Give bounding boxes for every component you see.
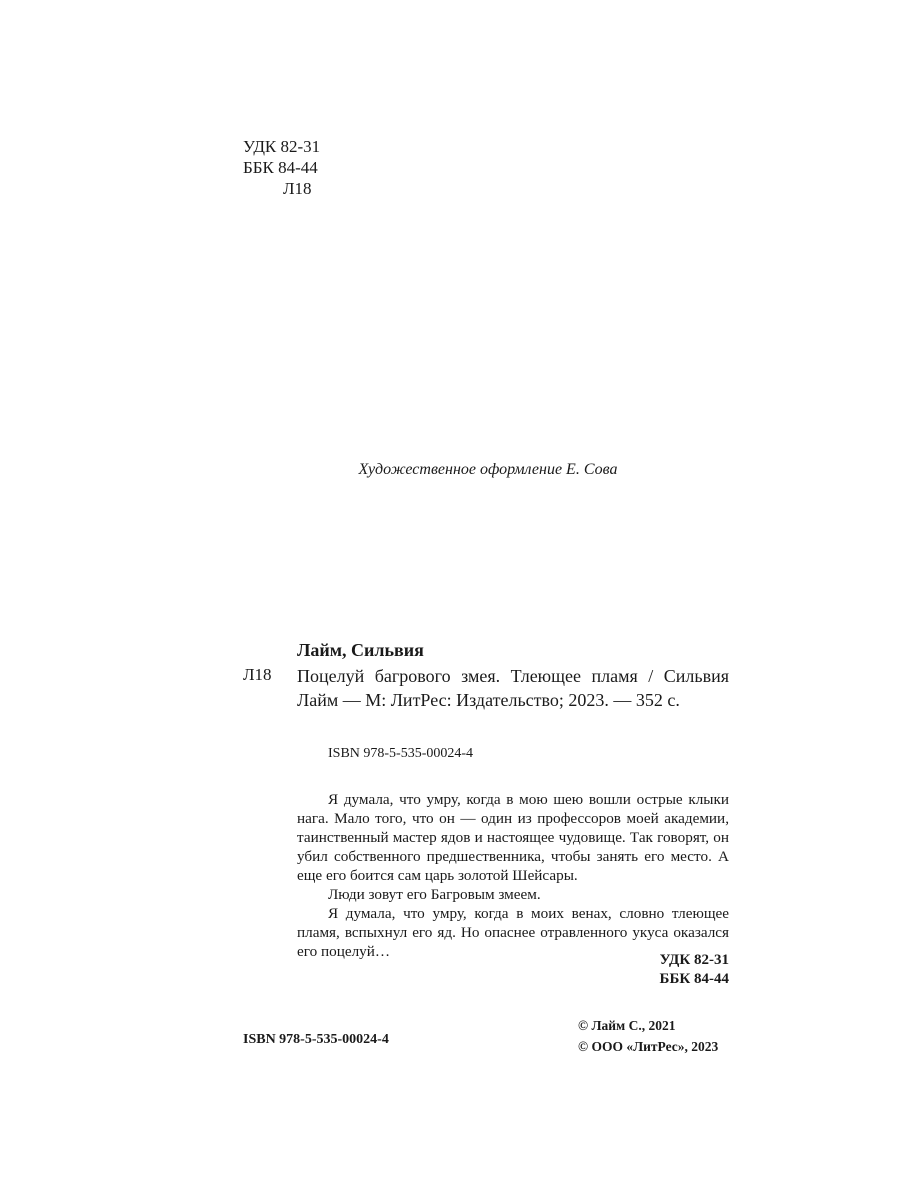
bbk-code: ББК 84-44 xyxy=(243,158,318,177)
copyright-author: © Лайм С., 2021 xyxy=(578,1018,676,1033)
record-isbn: ISBN 978-5-535-00024-4 xyxy=(328,746,474,761)
author-mark: Л18 xyxy=(283,179,312,198)
classification-codes-right xyxy=(560,951,729,989)
annotation xyxy=(297,790,729,961)
annotation-paragraph: Я думала, что умру, когда в моих венах, словно тлеющее пламя, вспыхнул его яд. Но опаснее отравленного укуса оказался его поцелуй… xyxy=(297,905,729,960)
udk-code: УДК 82-31 xyxy=(659,952,729,968)
design-credit: Художественное оформление Е. Сова xyxy=(358,461,618,478)
bibliographic-description: Поцелуй багрового змея. Тлеющее пламя / Сильвия Лайм — М: ЛитРес: Издательство; 2023. — 352 с. xyxy=(297,666,729,710)
record-author-mark: Л18 xyxy=(243,665,272,684)
annotation-paragraph: Люди зовут его Багровым змеем. xyxy=(328,886,541,903)
copyright-publisher: © ООО «ЛитРес», 2023 xyxy=(578,1039,719,1054)
annotation-paragraph: Я думала, что умру, когда в мою шею вошли острые клыки нага. Мало того, что он — один из профессоров моей академии, таинственный мастер ядов и настоящее чудовище. Так говорят, он убил собственного предшественника, чтобы занять его место. А еще его боится сам царь золотой Шейсары. xyxy=(297,791,729,884)
udk-code: УДК 82-31 xyxy=(243,137,321,156)
record-author: Лайм, Сильвия xyxy=(297,640,424,660)
bbk-code: ББК 84-44 xyxy=(659,971,729,987)
isbn-bottom: ISBN 978-5-535-00024-4 xyxy=(243,1032,389,1047)
copyright-block xyxy=(578,1015,718,1057)
classification-codes xyxy=(243,136,320,199)
